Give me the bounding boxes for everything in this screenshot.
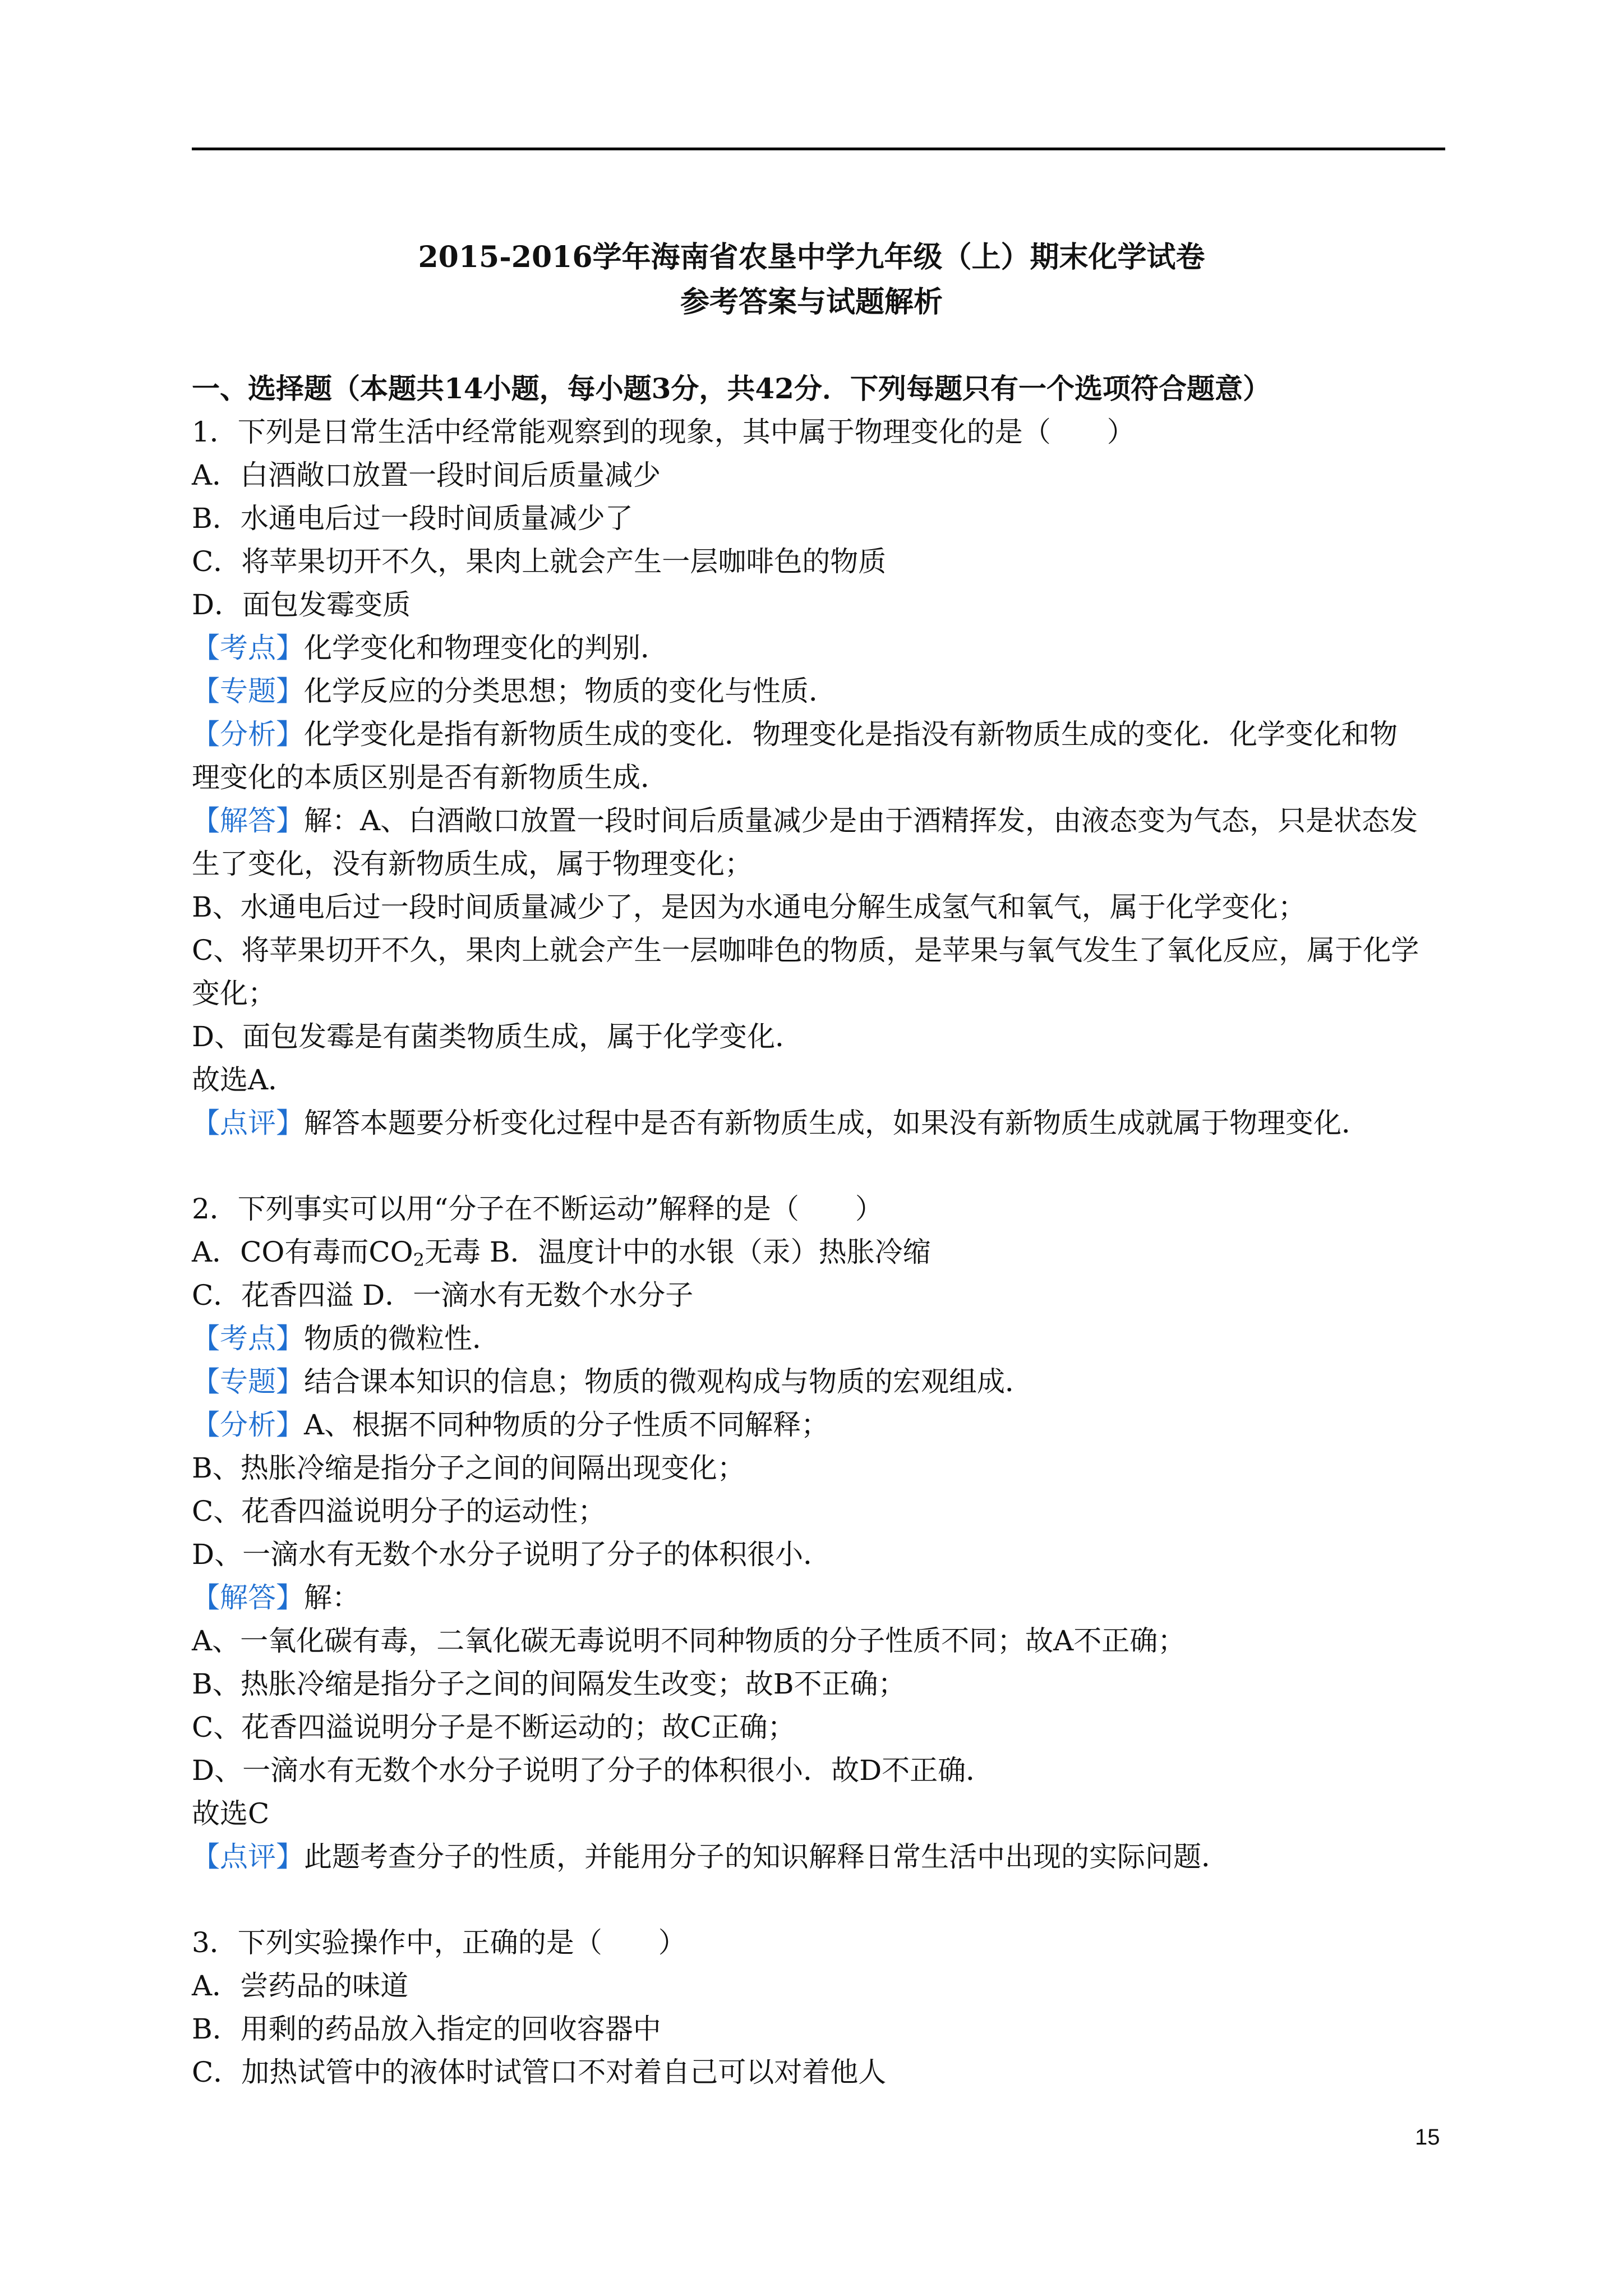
- zhuanti-tag: 【专题】: [192, 675, 304, 707]
- q2-option-a-text: A．CO有毒而CO: [192, 1236, 413, 1268]
- q2-zhuanti: [192, 1360, 1448, 1404]
- q2-kaodian-text: 物质的微粒性．: [304, 1322, 500, 1355]
- q1-jieda-text-5: 变化；: [192, 977, 276, 1010]
- q1-kaodian: [192, 626, 1448, 670]
- q2-fenxi-text-2: B、热胀冷缩是指分子之间的间隔出现变化；: [192, 1452, 745, 1484]
- q2-dianping-text: 此题考查分子的性质，并能用分子的知识解释日常生活中出现的实际问题．: [304, 1841, 1229, 1873]
- section-heading: 一、选择题（本题共14小题，每小题3分，共42分．下列每题只有一个选项符合题意）: [192, 372, 1271, 405]
- q1-zhuanti: [192, 669, 1448, 713]
- q2-jieda-text-4: D、一滴水有无数个水分子说明了分子的体积很小．故D不正确．: [192, 1754, 994, 1787]
- q1-fenxi-text-1: 化学变化是指有新物质生成的变化．物理变化是指没有新物质生成的变化．化学变化和物: [304, 718, 1398, 751]
- q2-stem: 2．下列事实可以用“分子在不断运动”解释的是（ ）: [192, 1193, 883, 1225]
- q1-dianping-text: 解答本题要分析变化过程中是否有新物质生成，如果没有新物质生成就属于物理变化．: [304, 1107, 1370, 1139]
- q2-kaodian: [192, 1317, 1448, 1360]
- q2-jieda: [192, 1576, 1448, 1619]
- dianping-tag: 【点评】: [192, 1107, 304, 1139]
- q1-option-c: C．将苹果切开不久，果肉上就会产生一层咖啡色的物质: [192, 545, 887, 578]
- q3-option-b: B．用剩的药品放入指定的回收容器中: [192, 2013, 661, 2045]
- q2-zhuanti-text: 结合课本知识的信息；物质的微观构成与物质的宏观组成．: [304, 1365, 1033, 1398]
- q2-answer: 故选C: [192, 1797, 270, 1830]
- fenxi-tag: 【分析】: [192, 718, 304, 751]
- q3-option-c: C．加热试管中的液体时试管口不对着自己可以对着他人: [192, 2056, 887, 2088]
- q1-dianping: [192, 1101, 1448, 1145]
- q2-jieda-text-2: B、热胀冷缩是指分子之间的间隔发生改变；故B不正确；: [192, 1668, 906, 1700]
- q2-jieda-text-3: C、花香四溢说明分子是不断运动的；故C正确；: [192, 1711, 796, 1743]
- zhuanti-tag: 【专题】: [192, 1365, 304, 1398]
- q2-fenxi-text-1: A、根据不同种物质的分子性质不同解释；: [304, 1409, 829, 1441]
- q1-jieda-text-6: D、面包发霉是有菌类物质生成，属于化学变化．: [192, 1020, 804, 1053]
- page-number: 15: [1415, 2125, 1440, 2150]
- q2-fenxi-text-4: D、一滴水有无数个水分子说明了分子的体积很小．: [192, 1538, 832, 1571]
- q2-dianping: [192, 1835, 1448, 1879]
- q3-stem: 3．下列实验操作中，正确的是（ ）: [192, 1926, 686, 1959]
- q1-answer: 故选A．: [192, 1064, 297, 1096]
- q2-fenxi-text-3: C、花香四溢说明分子的运动性；: [192, 1495, 606, 1527]
- q1-jieda-text-4: C、将苹果切开不久，果肉上就会产生一层咖啡色的物质，是苹果与氧气发生了氧化反应，属于化学: [192, 934, 1419, 967]
- q1-zhuanti-text: 化学反应的分类思想；物质的变化与性质．: [304, 675, 837, 707]
- jieda-tag: 【解答】: [192, 804, 304, 837]
- q1-jieda-text-3: B、水通电后过一段时间质量减少了，是因为水通电分解生成氢气和氧气，属于化学变化；: [192, 891, 1306, 923]
- document-title: 2015-2016学年海南省农垦中学九年级（上）期末化学试卷: [418, 240, 1205, 274]
- q1-jieda: [192, 799, 1448, 843]
- fenxi-tag: 【分析】: [192, 1409, 304, 1441]
- header-rule: [192, 148, 1445, 150]
- kaodian-tag: 【考点】: [192, 632, 304, 664]
- q2-jieda-text-1: A、一氧化碳有毒，二氧化碳无毒说明不同种物质的分子性质不同；故A不正确；: [192, 1625, 1186, 1657]
- q1-kaodian-text: 化学变化和物理变化的判别．: [304, 632, 668, 664]
- kaodian-tag: 【考点】: [192, 1322, 304, 1355]
- q2-jieda-text-0: 解：: [304, 1581, 360, 1614]
- q2-options-cd: C．花香四溢 D．一滴水有无数个水分子: [192, 1279, 694, 1312]
- q2-option-b-text: 无毒 B．温度计中的水银（汞）热胀冷缩: [424, 1236, 931, 1268]
- q1-option-a: A．白酒敞口放置一段时间后质量减少: [192, 459, 661, 491]
- q2-fenxi: [192, 1403, 1448, 1447]
- q1-stem: 1．下列是日常生活中经常能观察到的现象，其中属于物理变化的是（ ）: [192, 416, 1135, 448]
- q1-fenxi-text-2: 理变化的本质区别是否有新物质生成．: [192, 761, 668, 794]
- q1-jieda-text-2: 生了变化，没有新物质生成，属于物理变化；: [192, 848, 753, 880]
- dianping-tag: 【点评】: [192, 1841, 304, 1873]
- q3-option-a: A．尝药品的味道: [192, 1970, 409, 2002]
- document-subtitle: 参考答案与试题解析: [680, 285, 943, 319]
- q2-subscript: 2: [413, 1249, 425, 1271]
- q1-option-b: B．水通电后过一段时间质量减少了: [192, 502, 633, 535]
- q1-fenxi: [192, 712, 1448, 756]
- q1-jieda-text-1: 解：A、白酒敞口放置一段时间后质量减少是由于酒精挥发，由液态变为气态，只是状态发: [304, 804, 1418, 837]
- jieda-tag: 【解答】: [192, 1581, 304, 1614]
- q1-option-d: D．面包发霉变质: [192, 588, 411, 621]
